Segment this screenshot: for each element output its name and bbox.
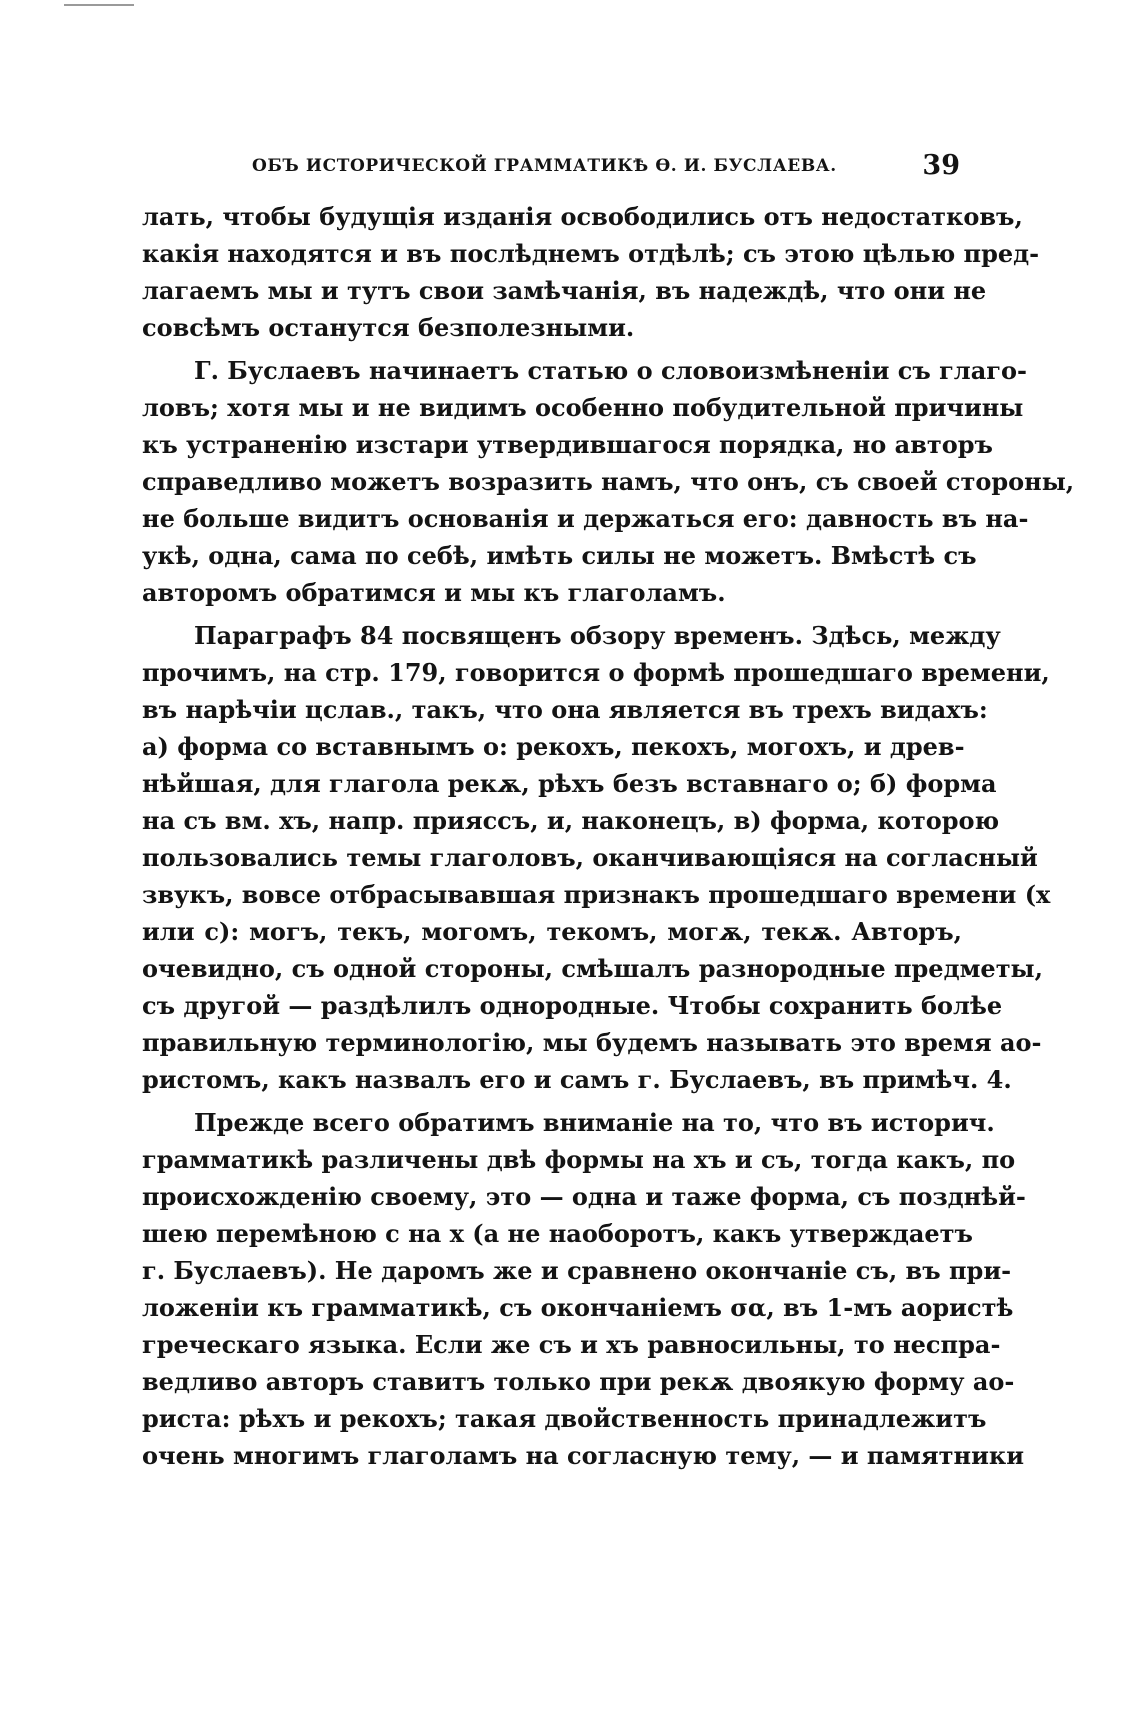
text-line: въ нарѣчіи цслав., такъ, что она является въ трехъ видахъ: — [142, 695, 988, 724]
text-line: на съ вм. хъ, напр. прияссъ, и, наконецъ, в) форма, которою — [142, 806, 1000, 835]
text-line: ведливо авторъ ставитъ только при рекѫ двоякую форму ао- — [142, 1367, 1015, 1396]
text-line: или с): могъ, текъ, могомъ, текомъ, могѫ, текѫ. Авторъ, — [142, 917, 962, 946]
text-line: къ устраненію изстари утвердившагося порядка, но авторъ — [142, 430, 993, 459]
page-header — [140, 150, 960, 190]
text-line: а) форма со вставнымъ о: рекохъ, пекохъ, могохъ, и древ- — [142, 732, 965, 761]
body-text — [142, 198, 1075, 1474]
text-line: пользовались темы глаголовъ, оканчивающіяся на согласный — [142, 843, 1038, 872]
paragraph-first-line: Прежде всего обратимъ вниманіе на то, что въ историч. — [194, 1108, 995, 1137]
text-line: грамматикѣ различены двѣ формы на хъ и съ, тогда какъ, по — [142, 1145, 1016, 1174]
text-line: риста: рѣхъ и рекохъ; такая двойственность принадлежитъ — [142, 1404, 987, 1433]
text-line: ристомъ, какъ назвалъ его и самъ г. Буслаевъ, въ примѣч. 4. — [142, 1065, 1012, 1094]
paragraph-first-line: Параграфъ 84 посвященъ обзору временъ. Здѣсь, между — [194, 621, 1001, 650]
text-line: лать, чтобы будущія изданія освободились отъ недостатковъ, — [142, 202, 1023, 231]
scan-mark — [64, 4, 134, 6]
text-line: съ другой — раздѣлилъ однородные. Чтобы сохранить болѣе — [142, 991, 1003, 1020]
text-line: какія находятся и въ послѣднемъ отдѣлѣ; съ этою цѣлью пред- — [142, 239, 1040, 268]
text-line: звукъ, вовсе отбрасывавшая признакъ прошедшаго времени (х — [142, 880, 1051, 909]
text-line: авторомъ обратимся и мы къ глаголамъ. — [142, 578, 726, 607]
text-line: укѣ, одна, сама по себѣ, имѣть силы не можетъ. Вмѣстѣ съ — [142, 541, 977, 570]
text-line: совсѣмъ останутся безполезными. — [142, 313, 635, 342]
text-line: греческаго языка. Если же съ и хъ равносильны, то неспра- — [142, 1330, 1001, 1359]
paragraph-first-line: Г. Буслаевъ начинаетъ статью о словоизмѣненіи съ глаго- — [194, 356, 1027, 385]
text-line: правильную терминологію, мы будемъ называть это время ао- — [142, 1028, 1042, 1057]
text-line: не больше видитъ основанія и держаться его: давность въ на- — [142, 504, 1029, 533]
text-line: очень многимъ глаголамъ на согласную тему, — и памятники — [142, 1441, 1024, 1470]
page-number: 39 — [922, 150, 960, 181]
text-line: ложеніи къ грамматикѣ, съ окончаніемъ σα, въ 1-мъ аористѣ — [142, 1293, 1014, 1322]
text-line: нѣйшая, для глагола рекѫ, рѣхъ безъ вставнаго о; б) форма — [142, 769, 997, 798]
running-title: ОБЪ ИСТОРИЧЕСКОЙ ГРАММАТИКѢ Ѳ. И. БУСЛАЕВА. — [252, 156, 837, 176]
text-line: г. Буслаевъ). Не даромъ же и сравнено окончаніе съ, въ при- — [142, 1256, 1012, 1285]
text-line: очевидно, съ одной стороны, смѣшалъ разнородные предметы, — [142, 954, 1043, 983]
text-line: ловъ; хотя мы и не видимъ особенно побудительной причины — [142, 393, 1024, 422]
text-line: лагаемъ мы и тутъ свои замѣчанія, въ надеждѣ, что они не — [142, 276, 987, 305]
text-line: прочимъ, на стр. 179, говорится о формѣ прошедшаго времени, — [142, 658, 1050, 687]
text-line: шею перемѣною с на х (а не наоборотъ, какъ утверждаетъ — [142, 1219, 973, 1248]
text-line: происхожденію своему, это — одна и таже форма, съ позднѣй- — [142, 1182, 1026, 1211]
text-line: справедливо можетъ возразить намъ, что онъ, съ своей стороны, — [142, 467, 1075, 496]
